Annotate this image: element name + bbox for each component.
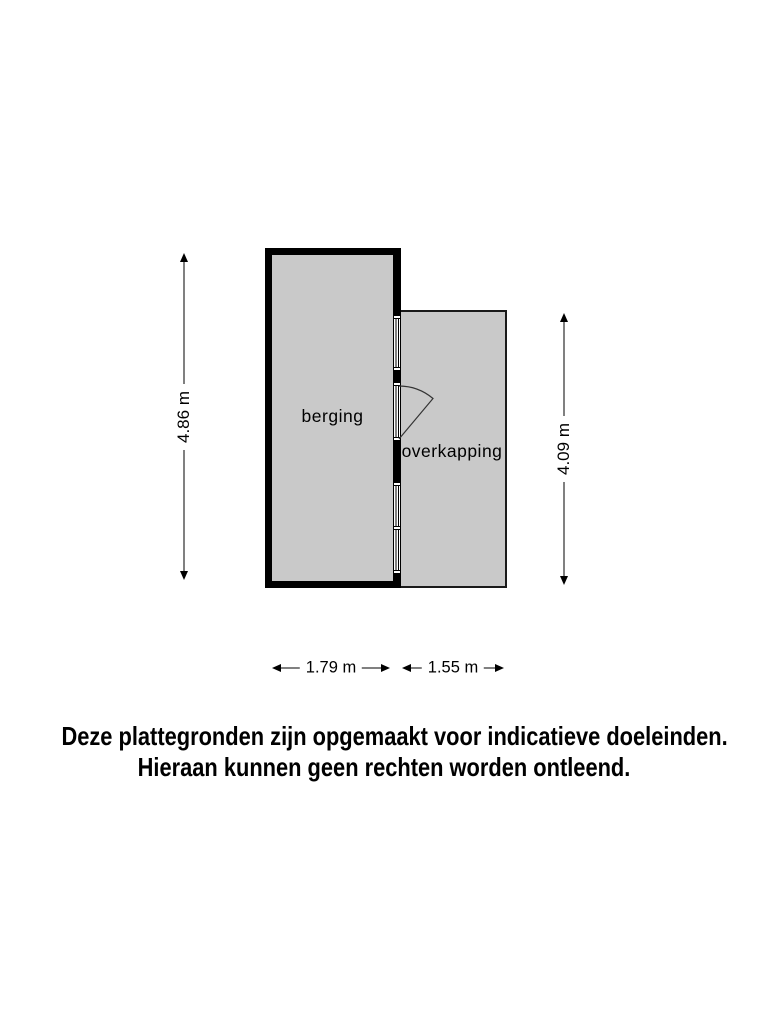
- window-end-cap: [393, 570, 401, 574]
- dimension-bottom-right: [402, 658, 504, 677]
- window-end-cap: [393, 367, 401, 371]
- dimension-label: 4.86 m: [174, 384, 194, 450]
- room-label-overkapping: overkapping: [401, 441, 503, 461]
- dimension-label: 1.55 m: [422, 659, 484, 678]
- arrow-right-icon: [381, 664, 390, 672]
- disclaimer-text: [0, 721, 768, 783]
- window-symbol: [393, 486, 401, 526]
- window-symbol: [393, 530, 401, 570]
- dimension-label: 4.09 m: [554, 416, 574, 482]
- dimension-left: [173, 253, 193, 580]
- arrow-down-icon: [180, 571, 188, 580]
- arrow-right-icon: [495, 664, 504, 672]
- arrow-down-icon: [560, 576, 568, 585]
- dimension-bottom-left: [272, 658, 390, 677]
- disclaimer-line-1: Deze plattegronden zijn opgemaakt voor indicatieve doeleinden.: [61, 721, 728, 751]
- disclaimer-line-2: Hieraan kunnen geen rechten worden ontleend.: [137, 752, 631, 782]
- window-symbol: [393, 319, 401, 367]
- dimension-label: 1.79 m: [300, 659, 362, 678]
- door-swing-icon: [395, 381, 443, 443]
- dimension-right: [553, 313, 573, 585]
- room-label-berging: berging: [301, 406, 364, 426]
